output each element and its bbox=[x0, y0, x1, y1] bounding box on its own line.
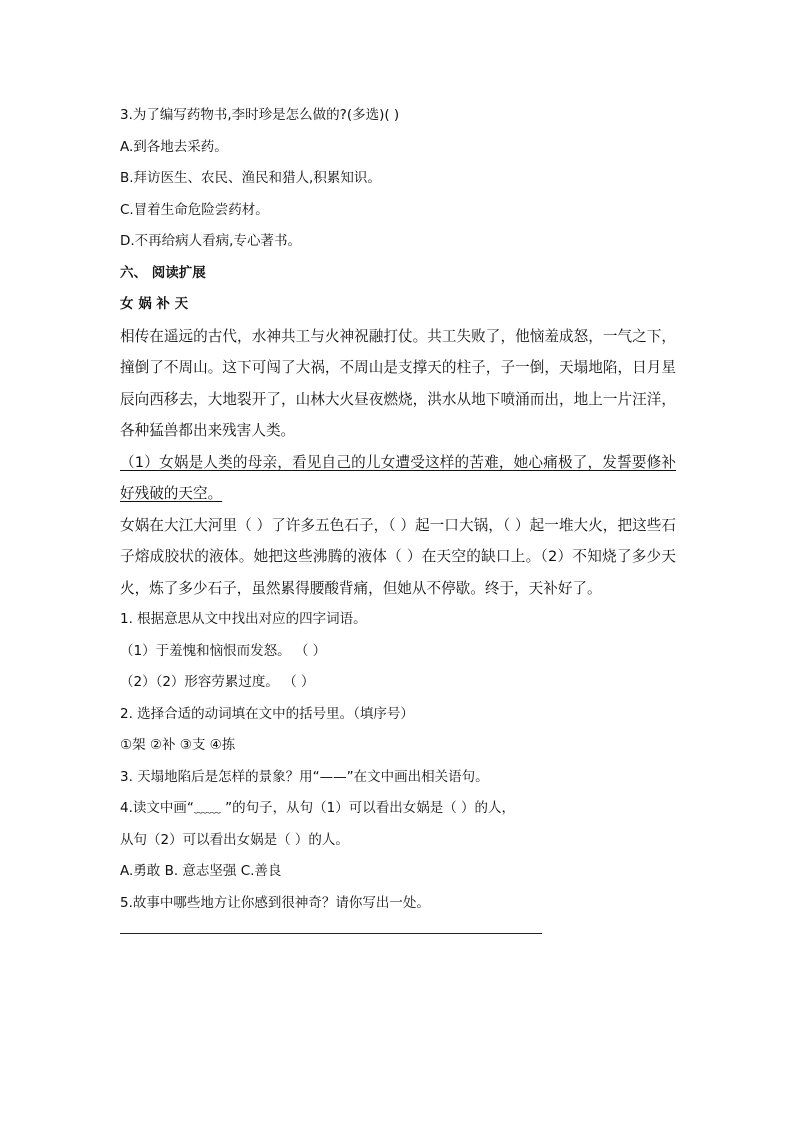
story-paragraph-2-underlined: （1）女娲是人类的母亲，看见自己的儿女遭受这样的苦难，她心痛极了，发誓要修补好残破的天空。 bbox=[120, 453, 676, 502]
question-4-continued: 从句（2）可以看出女娲是（ ）的人。 bbox=[120, 831, 349, 848]
question-1: 1. 根据意思从文中找出对应的四字词语。 bbox=[120, 611, 367, 627]
option-d: D.不再给病人看病,专心著书。 bbox=[120, 233, 301, 249]
story-title: 女 娲 补 天 bbox=[120, 296, 189, 312]
question-4-options: A.勇敢 B. 意志坚强 C.善良 bbox=[120, 863, 282, 879]
question-3-multiple-choice: 3.为了编写药物书,李时珍是怎么做的?(多选)( ) bbox=[120, 107, 400, 123]
question-2-options: ①架 ②补 ③支 ④拣 bbox=[120, 737, 236, 753]
answer-line bbox=[120, 933, 542, 934]
question-3: 3. 天塌地陷后是怎样的景象？用“——”在文中画出相关语句。 bbox=[120, 768, 489, 785]
question-1-part-1: （1）于羞愧和恼恨而发怒。 （ ） bbox=[120, 642, 327, 659]
option-b: B.拜访医生、农民、渔民和猎人,积累知识。 bbox=[120, 170, 381, 186]
question-2: 2. 选择合适的动词填在文中的括号里。（填序号） bbox=[120, 705, 414, 722]
question-4: 4.读文中画“﹏﹏ ”的句子，从句（1）可以看出女娲是（ ）的人， bbox=[120, 800, 516, 816]
story-paragraph-1: 相传在遥远的古代，水神共工与火神祝融打仗。共工失败了，他恼羞成怒，一气之下，撞倒了不周山。这下可闯了大祸，不周山是支撑天的柱子，子一倒，天塌地陷，日月星辰向西移去，大地裂开了，山林大火昼夜燃烧，洪水从地下喷涌而出，地上一片汪洋，各种猛兽都出来残害人类。 bbox=[120, 327, 676, 439]
question-1-part-2: （2）（2）形容劳累过度。 （ ） bbox=[120, 674, 315, 690]
story-paragraph-3: 女娲在大江大河里（ ）了许多五色石子，（ ）起一口大锅，（ ）起一堆大火，把这些石子熔成胶状的液体。她把这些沸腾的液体（ ）在天空的缺口上。（2）不知烧了多少天火，炼了多少石子，虽然累得腰酸背痛，但她从不停歇。终于，天补好了。 bbox=[120, 516, 676, 597]
option-c: C.冒着生命危险尝药材。 bbox=[120, 201, 269, 218]
option-a: A.到各地去采药。 bbox=[120, 138, 228, 155]
worksheet-page bbox=[120, 100, 676, 934]
section-6-heading: 六、 阅读扩展 bbox=[120, 264, 206, 281]
question-5: 5.故事中哪些地方让你感到很神奇？请你写出一处。 bbox=[120, 894, 430, 911]
